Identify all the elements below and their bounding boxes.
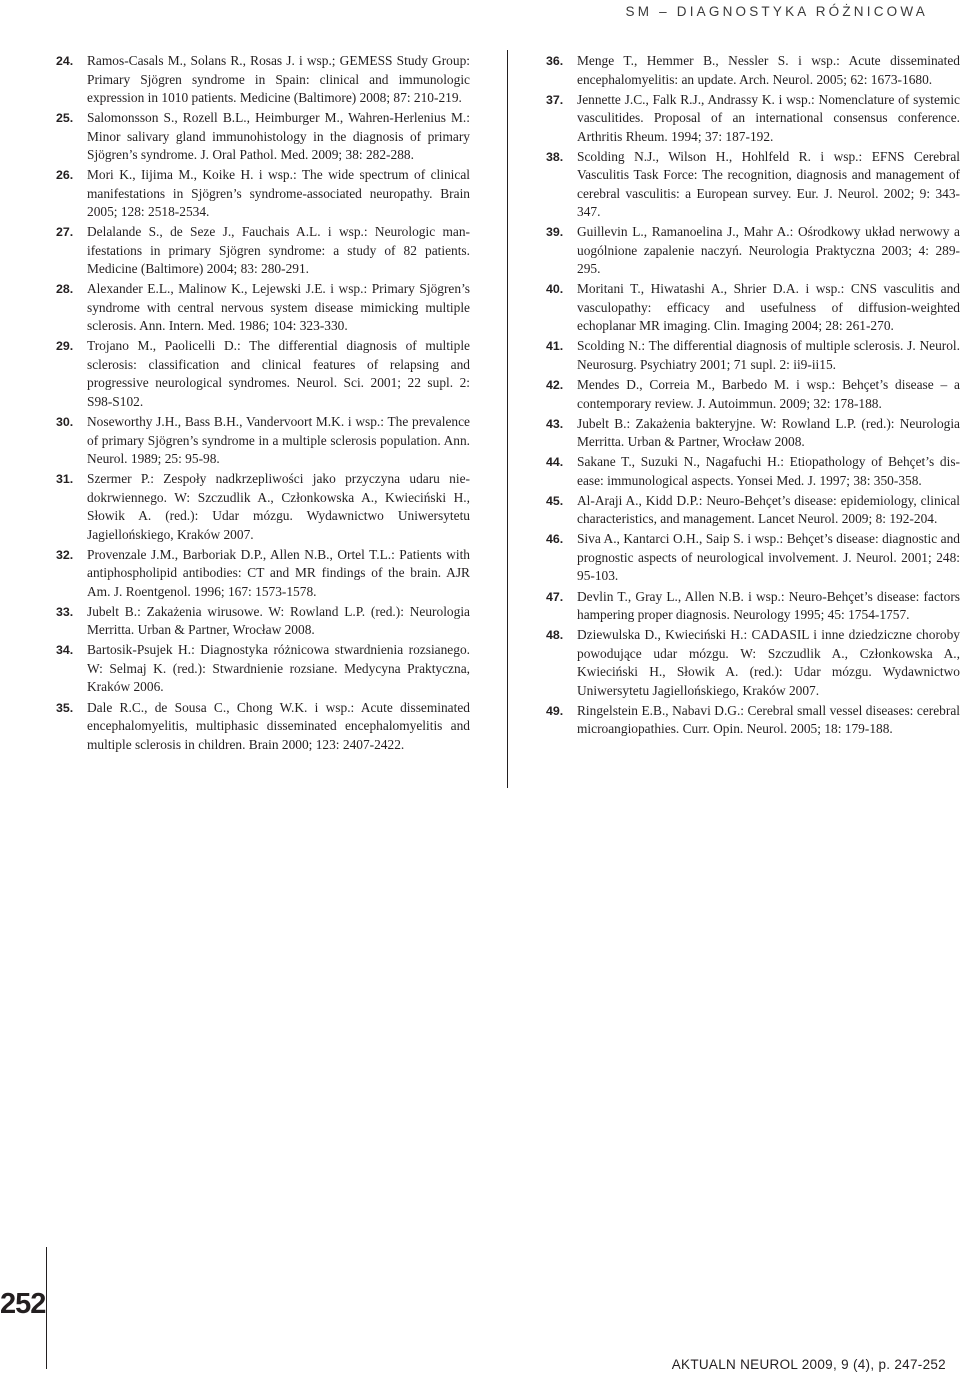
reference-text: Dale R.C., de Sousa C., Chong W.K. i wsp.: Acute disseminated encephalomyelitis, multiphasic disseminated encephalomyelitis and multiple sclerosis in children. Brain 2000; 123: 2407-2422. — [87, 699, 470, 752]
reference-number: 49. — [546, 703, 564, 718]
reference-item — [546, 91, 960, 147]
reference-text: Provenzale J.M., Barboriak D.P., Allen N.B., Ortel T.L.: Patients with antiphospholipid antibodies: CT and MR findings of the brain. AJR Am. J. Roentgenol. 1996; 167: 1573-1578. — [87, 546, 470, 599]
reference-number: 30. — [56, 415, 74, 430]
reference-item — [56, 699, 470, 755]
reference-text: Devlin T., Gray L., Allen N.B. i wsp.: Neuro-Behçet’s disease: factors hampering proper diagnosis. Neurology 1995; 45: 1754-1757. — [577, 588, 960, 623]
reference-number: 48. — [546, 628, 564, 643]
reference-number: 42. — [546, 378, 564, 393]
reference-item — [56, 337, 470, 411]
reference-text: Szermer P.: Zespoły nadkrzepliwości jako przyczyna udaru niedokrwiennego. W: Szczudlik A., Członkowska A., Kwieciński H., Słowik A. (red.): Udar mózgu. Wydawnictwo Uniwersytetu Jagiellońskiego, Kraków 2007. — [87, 471, 470, 542]
reference-number: 28. — [56, 282, 74, 297]
reference-number: 27. — [56, 225, 74, 240]
reference-number: 31. — [56, 472, 74, 487]
reference-number: 41. — [546, 339, 564, 354]
reference-text: Jubelt B.: Zakażenia wirusowe. W: Rowland L.P. (red.): Neurologia Merritta. Urban & Partner, Wrocław 2008. — [87, 603, 470, 638]
reference-number: 44. — [546, 455, 564, 470]
reference-text: Siva A., Kantarci O.H., Saip S. i wsp.: Behçet’s disease: diagnostic and prognostic aspects of neurological involvement. J. Neurol. 2001; 248: 95-103. — [577, 531, 960, 584]
reference-item — [56, 470, 470, 544]
reference-item — [56, 52, 470, 108]
reference-number: 47. — [546, 589, 564, 604]
reference-text: Ramos-Casals M., Solans R., Rosas J. i wsp.; GEMESS Study Group: Primary Sjögren syndrome in Spain: clinical and immunologic expression in 1010 patients. Medicine (Baltimore) 2008; 87: 210-219. — [87, 53, 470, 105]
reference-number: 39. — [546, 225, 564, 240]
column-divider — [507, 50, 508, 788]
reference-item — [546, 148, 960, 222]
reference-text: Scolding N.J., Wilson H., Hohlfeld R. i wsp.: EFNS Cerebral Vasculitis Task Force: The recognition, diagnosis and management of cerebral vasculitis: a European survey. Eur. J. Neurol. 2002; 9: 343-347. — [577, 148, 960, 220]
running-head: SM – DIAGNOSTYKA RÓŻNICOWA — [625, 4, 928, 19]
reference-number: 32. — [56, 547, 74, 562]
reference-item — [56, 109, 470, 165]
reference-text: Menge T., Hemmer B., Nessler S. i wsp.: Acute disseminated encephalomyelitis: an update. Arch. Neurol. 2005; 62: 1673-1680. — [577, 53, 960, 87]
reference-text: Bartosik-Psujek H.: Diagnostyka różnicowa stwardnienia rozsianego. W: Selmaj K. (red.): Stwardnienie rozsiane. Medycyna Praktyczna, Kraków 2006. — [87, 642, 470, 695]
footer-divider — [46, 1247, 47, 1369]
reference-item — [56, 166, 470, 222]
reference-number: 33. — [56, 604, 74, 619]
reference-item — [546, 52, 960, 89]
reference-text: Delalande S., de Seze J., Fauchais A.L. i wsp.: Neurologic manifestations in primary Sjögren syndrome: a study of 82 patients. Medicine (Baltimore) 2004; 83: 280-291. — [87, 224, 470, 277]
reference-item — [546, 223, 960, 279]
reference-text: Alexander E.L., Malinow K., Lejewski J.E. i wsp.: Primary Sjögren’s syndrome with central nervous system disease mimicking multiple sclerosis. Ann. Intern. Med. 1986; 104: 323-330. — [87, 281, 470, 334]
reference-number: 24. — [56, 54, 74, 68]
reference-number: 26. — [56, 168, 74, 183]
reference-number: 36. — [546, 54, 564, 68]
reference-item — [546, 415, 960, 452]
reference-item — [546, 376, 960, 413]
reference-text: Guillevin L., Ramanoelina J., Mahr A.: Ośrodkowy układ nerwowy a uogólnione zapalenie naczyń. Neurologia Praktyczna 2003; 4: 289-295. — [577, 224, 960, 277]
page-number: 252 — [0, 1288, 46, 1320]
reference-number: 38. — [546, 149, 564, 164]
reference-item — [546, 588, 960, 625]
reference-item — [546, 492, 960, 529]
reference-text: Mori K., Iijima M., Koike H. i wsp.: The wide spectrum of clinical manifestations in Sjögren’s syndrome-associated neuropathy. Brain 2005; 128: 2518-2534. — [87, 167, 470, 220]
reference-number: 34. — [56, 643, 74, 658]
reference-item — [546, 702, 960, 739]
reference-number: 46. — [546, 532, 564, 547]
journal-citation: AKTUALN NEUROL 2009, 9 (4), p. 247-252 — [671, 1357, 946, 1372]
reference-number: 45. — [546, 493, 564, 508]
reference-number: 37. — [546, 92, 564, 107]
reference-item — [546, 337, 960, 374]
reference-number: 40. — [546, 282, 564, 297]
reference-text: Salomonsson S., Rozell B.L., Heimburger M., Wahren-Herlenius M.: Minor salivary gland immunohistology in the diagnosis of primary Sjögren’s syndrome. J. Oral Pathol. Med. 2009; 38: 282-288. — [87, 110, 470, 163]
reference-item — [546, 280, 960, 336]
reference-item — [56, 546, 470, 602]
references-right-column — [546, 52, 960, 740]
reference-item — [56, 223, 470, 279]
reference-item — [56, 280, 470, 336]
reference-text: Scolding N.: The differential diagnosis of multiple sclerosis. J. Neurol. Neurosurg. Psychiatry 2001; 71 supl. 2: ii9-ii15. — [577, 338, 960, 372]
reference-number: 25. — [56, 111, 74, 126]
references-left-column — [56, 52, 470, 756]
reference-text: Noseworthy J.H., Bass B.H., Vandervoort M.K. i wsp.: The prevalence of primary Sjögren’s syndrome in a multiple sclerosis population. Ann. Neurol. 1989; 25: 95-98. — [87, 414, 470, 467]
reference-number: 43. — [546, 416, 564, 431]
reference-text: Trojano M., Paolicelli D.: The differential diagnosis of multiple sclerosis: classification and clinical features of relapsing and progressive neurological syndromes. Neurol. Sci. 2001; 22 supl. 2: S98-S102. — [87, 338, 470, 409]
reference-text: Jennette J.C., Falk R.J., Andrassy K. i wsp.: Nomenclature of systemic vasculitides. Proposal of an international consensus conference. Arthritis Rheum. 1994; 37: 187-192. — [577, 91, 960, 144]
reference-number: 29. — [56, 339, 74, 354]
reference-text: Moritani T., Hiwatashi A., Shrier D.A. i wsp.: CNS vasculitis and vasculopathy: efficacy and usefulness of diffusion-weighted echoplanar MR imaging. Clin. Imaging 2004; 28: 261-270. — [577, 281, 960, 334]
reference-text: Jubelt B.: Zakażenia bakteryjne. W: Rowland L.P. (red.): Neurologia Merritta. Urban & Partner, Wrocław 2008. — [577, 415, 960, 450]
reference-item — [56, 413, 470, 469]
reference-text: Ringelstein E.B., Nabavi D.G.: Cerebral small vessel diseases: cerebral microangiopathies. Curr. Opin. Neurol. 2005; 18: 179-188. — [577, 702, 960, 737]
reference-number: 35. — [56, 700, 74, 715]
reference-item — [546, 453, 960, 490]
reference-item — [56, 603, 470, 640]
reference-item — [546, 626, 960, 700]
reference-text: Dziewulska D., Kwieciński H.: CADASIL i inne dziedziczne choroby powodujące udar mózgu. W: Szczudlik A., Członkowska A., Kwieciński H., Słowik A. (red.): Udar mózgu. Wydawnictwo Uniwersytetu Jagiellońskiego, Kraków 2007. — [577, 627, 960, 698]
reference-text: Al-Araji A., Kidd D.P.: Neuro-Behçet’s disease: epidemiology, clinical characteristics, and management. Lancet Neurol. 2009; 8: 192-204. — [577, 492, 960, 527]
reference-item — [546, 530, 960, 586]
reference-text: Mendes D., Correia M., Barbedo M. i wsp.: Behçet’s disease – a contemporary review. J. Autoimmun. 2009; 32: 178-188. — [577, 377, 960, 411]
reference-text: Sakane T., Suzuki N., Nagafuchi H.: Etiopathology of Behçet’s disease: immunological aspects. Yonsei Med. J. 1997; 38: 350-358. — [577, 454, 960, 488]
reference-item — [56, 641, 470, 697]
